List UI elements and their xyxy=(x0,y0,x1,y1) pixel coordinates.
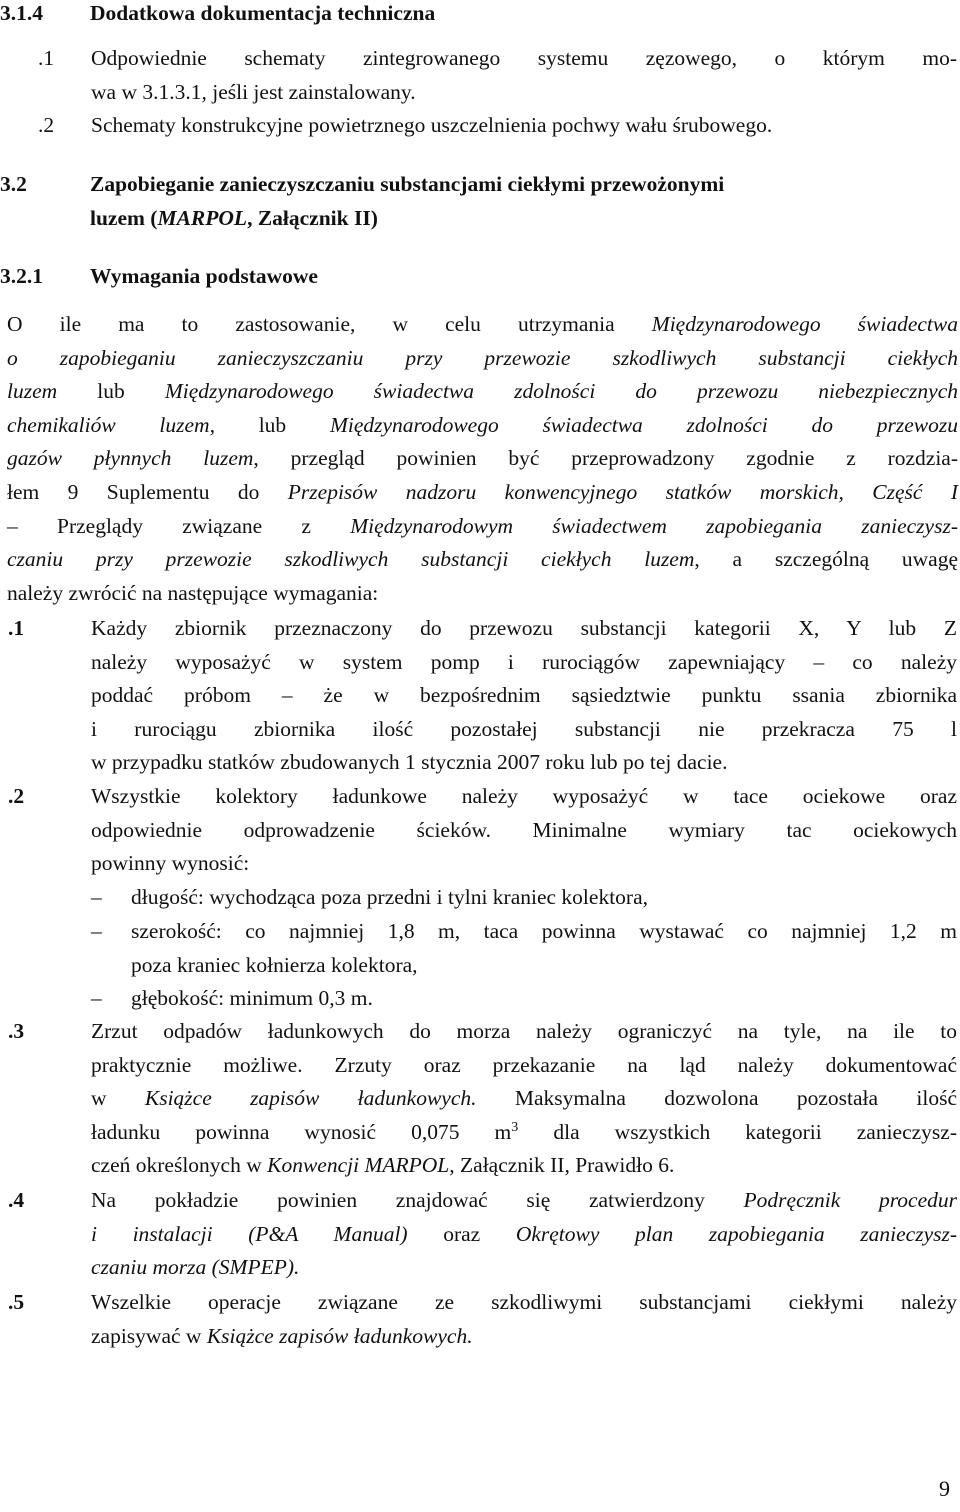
requirement-line: Każdy zbiornik przeznaczony do przewozu substancji kategorii X, Y lub Z xyxy=(91,616,957,640)
item-number: .1 xyxy=(38,46,55,70)
italic-run: Międzynarodowego świadectwa zdolności do przewozu xyxy=(329,412,959,437)
requirement-line: należy wyposażyć w system pomp i rurociągów zapewniający – co należy xyxy=(91,649,957,674)
italic-run: Książce zapisów ładunkowych. xyxy=(206,1323,473,1348)
requirement-line: powinny wynosić: xyxy=(91,851,250,876)
italic-run: Książce zapisów ładunkowych. xyxy=(144,1086,477,1111)
paragraph-line xyxy=(7,409,958,443)
requirement-line: Wszystkie kolektory ładunkowe należy wyposażyć w tace ociekowe oraz xyxy=(91,784,957,808)
paragraph-line xyxy=(7,442,958,476)
text-run: lub xyxy=(57,379,165,404)
text-run: oraz xyxy=(407,1221,516,1246)
text-run: w xyxy=(91,1086,145,1111)
text-run: Maksymalna dozwolona pozostała ilość xyxy=(476,1086,958,1111)
italic-run: Międzynarodowego świadectwa zdolności do przewozu niebezpiecznych xyxy=(164,379,958,404)
italic-run: i instalacji (P&A Manual) xyxy=(91,1221,408,1246)
text-run: czeń określonych w xyxy=(91,1153,268,1178)
dash-item-text xyxy=(131,982,957,1016)
superscript: 3 xyxy=(511,1119,519,1135)
text-run: zapisywać w xyxy=(91,1323,207,1348)
text-run: , przegląd powinien być przeprowadzony zgodnie z rozdzia- xyxy=(253,446,959,471)
italic-run: gazów płynnych luzem xyxy=(7,446,254,471)
requirement-line: Wszelkie operacje związane ze szkodliwymi substancjami ciekłymi należy xyxy=(91,1290,957,1314)
requirement-line: w przypadku statków zbudowanych 1 stycznia 2007 roku lub po tej dacie. xyxy=(91,750,728,775)
requirement-4 xyxy=(91,1184,957,1285)
requirement-2 xyxy=(91,780,957,881)
requirement-number: .2 xyxy=(8,784,25,808)
dash-item-line: głębokość: minimum 0,3 m. xyxy=(131,986,373,1010)
section-title-3-1-4: Dodatkowa dokumentacja techniczna xyxy=(90,1,436,25)
requirement-line: czaniu morza (SMPEP). xyxy=(91,1255,300,1280)
dash-bullet: – xyxy=(91,986,102,1010)
italic-run: Okrętowy plan zapobiegania zanieczysz- xyxy=(515,1221,957,1246)
italic-run: czaniu przy przewozie szkodliwych substancji ciekłych luzem xyxy=(7,547,695,572)
paragraph-line xyxy=(7,543,958,577)
italic-run: luzem xyxy=(7,379,58,404)
italic-run: Podręcznik procedur xyxy=(743,1188,957,1212)
requirement-number: .4 xyxy=(8,1188,25,1212)
requirement-line: odpowiednie odprowadzenie ścieków. Minimalne wymiary tac ociekowych xyxy=(91,817,957,842)
requirement-line xyxy=(91,1082,957,1116)
section-title-line: , Załącznik II) xyxy=(247,205,378,230)
requirement-line: Zrzut odpadów ładunkowych do morza należy ograniczyć na tyle, na ile to xyxy=(91,1019,957,1043)
text-run: , a szczególną uwagę xyxy=(694,547,959,572)
italic-run: Przepisów nadzoru konwencyjnego statków morskich, Część I xyxy=(287,479,958,504)
text-run: dla wszystkich kategorii zanieczysz- xyxy=(518,1119,957,1144)
requirement-line xyxy=(91,1218,957,1252)
paragraph-line: o zapobieganiu zanieczyszczaniu przy przewozie szkodliwych substancji ciekłych xyxy=(7,345,958,370)
paragraph-line xyxy=(7,308,958,342)
section-number-3-1-4: 3.1.4 xyxy=(0,1,43,25)
section-number-3-2-1: 3.2.1 xyxy=(0,264,43,288)
section-title-line: Zapobieganie zanieczyszczaniu substancjami ciekłymi przewożonymi xyxy=(90,172,725,196)
requirement-line xyxy=(91,1149,957,1183)
section-number-3-2: 3.2 xyxy=(0,172,27,196)
requirement-line xyxy=(91,1320,957,1354)
requirement-line xyxy=(91,1116,957,1150)
requirement-line xyxy=(91,1184,957,1218)
text-run: O ile ma to zastosowanie, w celu utrzymania xyxy=(7,312,652,336)
requirement-3 xyxy=(91,1015,957,1183)
list-item-line: wa w 3.1.3.1, jeśli jest zainstalowany. xyxy=(91,79,416,104)
list-item xyxy=(91,109,957,143)
list-item-line: Odpowiednie schematy zintegrowanego systemu zęzowego, o którym mo- xyxy=(91,46,957,70)
text-run: łem 9 Suplementu do xyxy=(7,479,288,504)
section-title-line: luzem ( xyxy=(90,205,158,230)
dash-item-text xyxy=(131,915,957,982)
section-title-3-2-1: Wymagania podstawowe xyxy=(90,264,318,288)
requirement-line: praktycznie możliwe. Zrzuty oraz przekazanie na ląd należy dokumentować xyxy=(91,1052,957,1077)
intro-paragraph xyxy=(7,308,958,610)
section-title-3-2 xyxy=(90,168,724,235)
text-run: – Przeglądy związane z xyxy=(7,513,351,538)
requirement-number: .3 xyxy=(8,1019,25,1043)
paragraph-line: należy zwrócić na następujące wymagania: xyxy=(7,580,379,605)
item-number: .2 xyxy=(38,113,55,137)
page-number: 9 xyxy=(939,1476,950,1502)
text-run: Na pokładzie powinien znajdować się zatwierdzony xyxy=(91,1188,744,1212)
list-item xyxy=(91,42,957,109)
text-run: ładunku powinna wynosić 0,075 m xyxy=(91,1119,512,1144)
list-item-line: Schematy konstrukcyjne powietrznego uszczelnienia pochwy wału śrubowego. xyxy=(91,113,773,137)
requirement-1 xyxy=(91,612,957,780)
section-title-italic: MARPOL xyxy=(157,205,248,230)
text-run: , Załącznik II, Prawidło 6. xyxy=(449,1153,675,1178)
paragraph-line xyxy=(7,375,958,409)
dash-bullet: – xyxy=(91,885,102,909)
italic-run: chemikaliów luzem, xyxy=(7,412,215,437)
dash-item-line: długość: wychodząca poza przedni i tylni kraniec kolektora, xyxy=(131,885,648,909)
italic-run: Międzynarodowym świadectwem zapobiegania zanieczysz- xyxy=(350,513,958,538)
italic-run: Międzynarodowego świadectwa xyxy=(651,312,958,336)
text-run: lub xyxy=(214,412,330,437)
requirement-line: poddać próbom – że w bezpośrednim sąsiedztwie punktu ssania zbiornika xyxy=(91,683,957,708)
dash-item-line: szerokość: co najmniej 1,8 m, taca powinna wystawać co najmniej 1,2 m xyxy=(131,919,957,943)
requirement-number: .5 xyxy=(8,1290,25,1314)
italic-run: Konwencji MARPOL xyxy=(267,1153,450,1178)
dash-bullet: – xyxy=(91,919,102,943)
paragraph-line xyxy=(7,510,958,544)
requirement-5 xyxy=(91,1286,957,1353)
dash-item-line: poza kraniec kołnierza kolektora, xyxy=(131,952,418,977)
requirement-number: .1 xyxy=(8,616,25,640)
requirement-line: i rurociągu zbiornika ilość pozostałej substancji nie przekracza 75 l xyxy=(91,716,957,741)
dash-item-text xyxy=(131,881,957,915)
paragraph-line xyxy=(7,476,958,510)
